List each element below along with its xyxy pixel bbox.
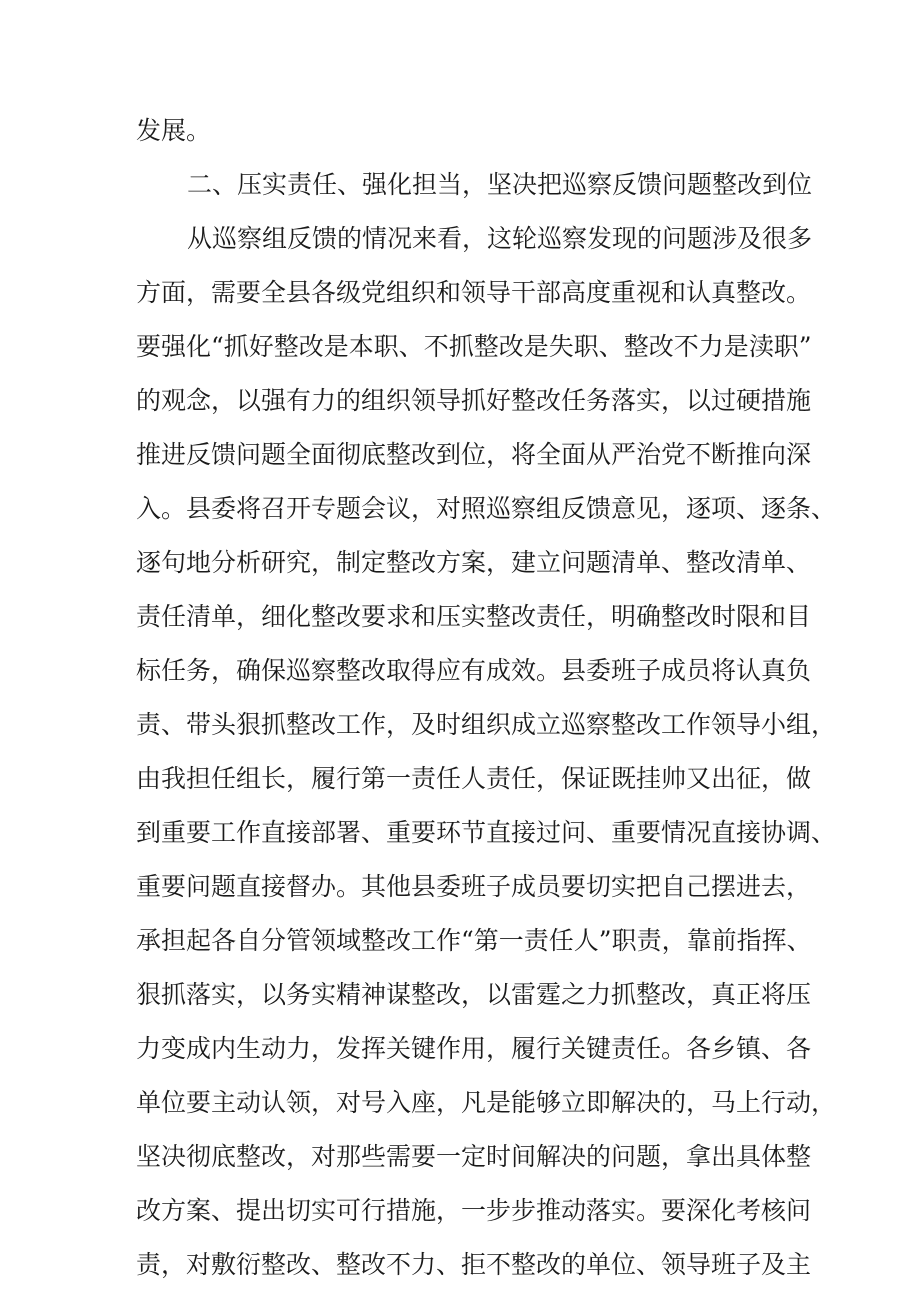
body-line: 推进反馈问题全面彻底整改到位，将全面从严治党不断推向深 bbox=[136, 440, 812, 469]
section-heading: 二、压实责任、强化担当，坚决把巡察反馈问题整改到位 bbox=[187, 170, 813, 199]
body-line: 由我担任组长，履行第一责任人责任，保证既挂帅又出征，做 bbox=[136, 764, 812, 793]
body-line: 入。县委将召开专题会议，对照巡察组反馈意见，逐项、逐条、 bbox=[136, 494, 837, 523]
body-line: 责、带头狠抓整改工作，及时组织成立巡察整改工作领导小组， bbox=[136, 710, 837, 739]
body-line: 责，对敷衍整改、整改不力、拒不整改的单位、领导班子及主 bbox=[136, 1250, 812, 1279]
paragraph-end-line: 发展。 bbox=[136, 116, 212, 145]
body-line: 责任清单，细化整改要求和压实整改责任，明确整改时限和目 bbox=[136, 602, 812, 631]
body-line: 要强化“抓好整改是本职、不抓整改是失职、整改不力是渎职” bbox=[136, 332, 812, 361]
body-line: 坚决彻底整改，对那些需要一定时间解决的问题，拿出具体整 bbox=[136, 1142, 812, 1171]
body-line: 重要问题直接督办。其他县委班子成员要切实把自己摆进去， bbox=[136, 872, 812, 901]
body-line: 力变成内生动力，发挥关键作用，履行关键责任。各乡镇、各 bbox=[136, 1034, 812, 1063]
body-line: 改方案、提出切实可行措施，一步步推动落实。要深化考核问 bbox=[136, 1196, 812, 1225]
body-line: 承担起各自分管领域整改工作“第一责任人”职责，靠前指挥、 bbox=[136, 926, 812, 955]
body-line: 单位要主动认领，对号入座，凡是能够立即解决的，马上行动， bbox=[136, 1088, 837, 1117]
body-line: 从巡察组反馈的情况来看，这轮巡察发现的问题涉及很多 bbox=[187, 224, 813, 253]
body-line: 狠抓落实，以务实精神谋整改，以雷霆之力抓整改，真正将压 bbox=[136, 980, 812, 1009]
body-line: 逐句地分析研究，制定整改方案，建立问题清单、整改清单、 bbox=[136, 548, 812, 577]
body-line: 方面，需要全县各级党组织和领导干部高度重视和认真整改。 bbox=[136, 278, 812, 307]
body-line: 到重要工作直接部署、重要环节直接过问、重要情况直接协调、 bbox=[136, 818, 837, 847]
body-line: 标任务，确保巡察整改取得应有成效。县委班子成员将认真负 bbox=[136, 656, 812, 685]
body-line: 的观念，以强有力的组织领导抓好整改任务落实，以过硬措施 bbox=[136, 386, 812, 415]
